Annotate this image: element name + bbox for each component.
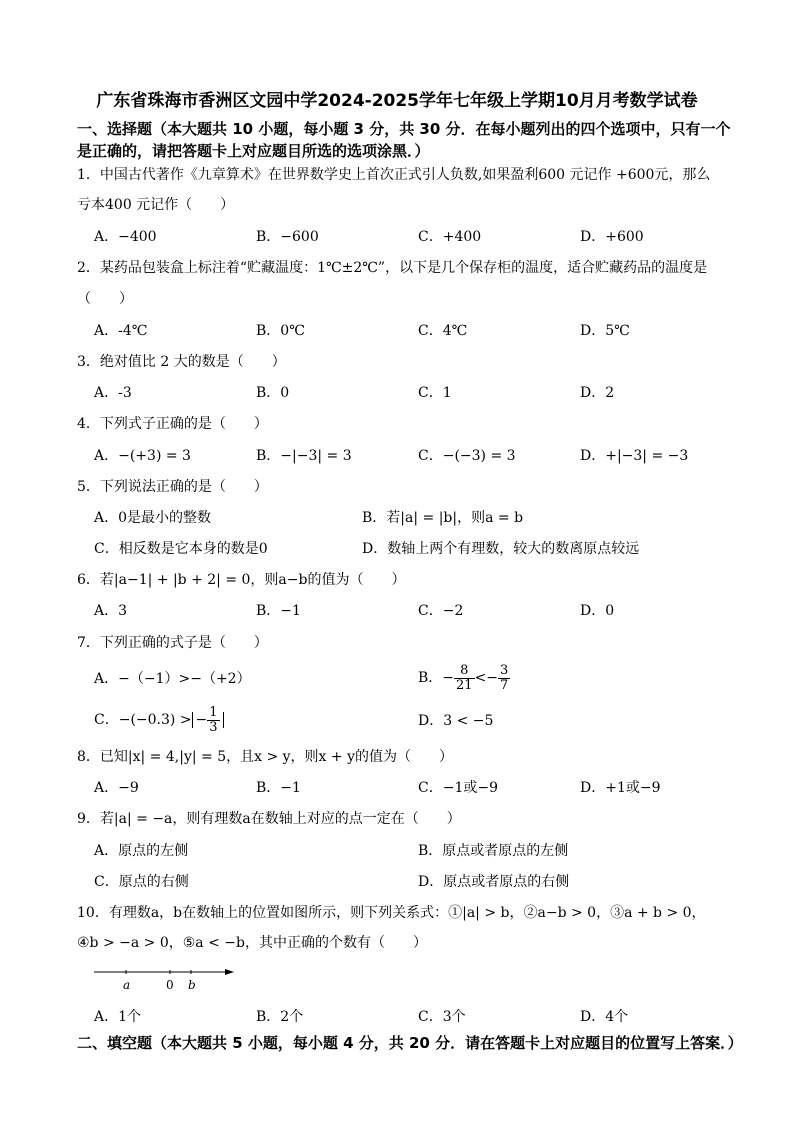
q7-option-b-prefix: B． [418,670,443,686]
label-zero: 0 [166,978,174,992]
q1-stem-line-1: 1．中国古代著作《九章算术》在世界数学史上首次正式引人负数,如果盈利600 元记作 +600元，那么 [77,167,711,183]
q4-option-b: B．−|−3| = 3 [256,448,352,464]
q5-option-c: C．相反数是它本身的数是0 [94,541,268,557]
q3-option-b: B．0 [256,385,290,401]
q5-option-b: B．若|a| = |b|，则a = b [362,510,524,526]
q6-option-c: C．−2 [418,603,464,619]
q7-option-b-fraction-1 [454,664,475,693]
q2-stem-line-2: （ ） [77,291,133,307]
section-1-heading [77,118,757,162]
q8-stem: 8．已知|x| = 4,|y| = 5，且x > y，则x + y的值为（ ） [77,749,453,765]
q7-option-b-minus: − [442,670,455,686]
q8-option-b: B．−1 [256,780,301,796]
q10-option-a: A．1个 [94,1009,142,1025]
q10-stem-line-2: ④b > −a > 0，⑤a < −b，其中正确的个数有（ ） [77,935,427,951]
q7-option-b-numerator-1: 8 [454,664,475,679]
q9-stem: 9．若|a| = −a，则有理数a在数轴上对应的点一定在（ ） [77,811,461,827]
q1-stem-line-2: 亏本400 元记作（ ） [77,197,235,213]
q2-option-a: A．-4℃ [94,323,148,339]
q6-option-d: D．0 [580,603,615,619]
number-line-diagram [94,962,244,992]
q6-stem: 6．若|a−1| + |b + 2| = 0，则a−b的值为（ ） [77,572,406,588]
q6-option-a: A．3 [94,603,128,619]
q7-option-b-denominator-2: 7 [500,677,509,693]
number-line-arrow-icon [225,969,234,975]
q7-option-b-fraction-2 [498,664,510,693]
q3-option-c: C．1 [418,385,452,401]
section-2-heading: 二、填空题（本大题共 5 小题，每小题 4 分，共 20 分．请在答题卡上对应题目的位置写上答案．） [77,1034,743,1052]
q7-option-b-numerator-2: 3 [500,662,509,678]
q5-option-d: D．数轴上两个有理数，较大的数离原点较远 [362,541,640,557]
q9-option-d: D．原点或者原点的右侧 [418,874,570,890]
q4-stem: 4．下列式子正确的是（ ） [77,416,268,432]
q9-option-b: B．原点或者原点的左侧 [418,843,569,859]
q2-stem-line-1: 2．某药品包装盒上标注着“贮藏温度：1℃±2℃”，以下是几个保存柜的温度，适合贮藏药品的温度是 [77,260,708,276]
q1-option-c: C．+400 [418,229,482,245]
q8-option-a: A．−9 [94,780,139,796]
label-b: b [188,978,196,992]
q7-option-c-fraction [207,706,219,735]
q7-option-d: D．3 < −5 [418,713,494,729]
q5-option-a: A．0是最小的整数 [94,510,212,526]
q9-option-a: A．原点的左侧 [94,843,189,859]
q7-option-c-absolute [192,704,224,735]
q8-option-c: C．−1或−9 [418,780,498,796]
exam-title: 广东省珠海市香洲区文园中学2024-2025学年七年级上学期10月月考数学试卷 [96,91,698,111]
q2-option-b: B．0℃ [256,323,305,339]
q3-stem: 3．绝对值比 2 大的数是（ ） [77,354,286,370]
q1-option-a: A．−400 [94,229,157,245]
section-1-line-1: 一、选择题（本大题共 10 小题，每小题 3 分，共 30 分．在每小题列出的四个选项中，只有一个 [77,120,731,138]
q9-option-c: C．原点的右侧 [94,874,189,890]
q3-option-d: D．2 [580,385,615,401]
q1-option-d: D．+600 [580,229,644,245]
q10-stem-line-1: 10．有理数a，b在数轴上的位置如图所示，则下列关系式：①|a| > b，②a−b > 0，③a + b > 0， [77,905,706,921]
q7-option-b-relation: <− [474,670,499,686]
q7-stem: 7．下列正确的式子是（ ） [77,635,268,651]
q2-option-d: D．5℃ [580,323,630,339]
q7-option-b [418,661,510,695]
q2-option-c: C．4℃ [418,323,468,339]
q6-option-b: B．−1 [256,603,301,619]
q7-option-c [94,703,224,737]
q10-option-d: D．4个 [580,1009,629,1025]
section-1-line-2: 是正确的，请把答题卡上对应题目所选的选项涂黑．） [77,142,430,160]
q7-option-c-prefix: C．−(−0.3) > [94,712,192,728]
label-a: a [123,978,131,992]
q7-option-c-denominator: 3 [209,719,218,735]
q7-option-c-numerator: 1 [209,704,218,720]
q3-option-a: A．-3 [94,385,132,401]
q7-option-c-minus: − [195,712,208,728]
q8-option-d: D．+1或−9 [580,780,661,796]
q10-option-c: C．3个 [418,1009,466,1025]
q10-option-b: B．2个 [256,1009,304,1025]
q7-option-b-denominator-1: 21 [456,677,473,693]
q5-stem: 5．下列说法正确的是（ ） [77,479,268,495]
q4-option-c: C．−(−3) = 3 [418,448,516,464]
q4-option-a: A．−(+3) = 3 [94,448,191,464]
q1-option-b: B．−600 [256,229,319,245]
q4-option-d: D．+|−3| = −3 [580,448,689,464]
q7-option-a: A．−（−1）>−（+2） [94,671,251,687]
